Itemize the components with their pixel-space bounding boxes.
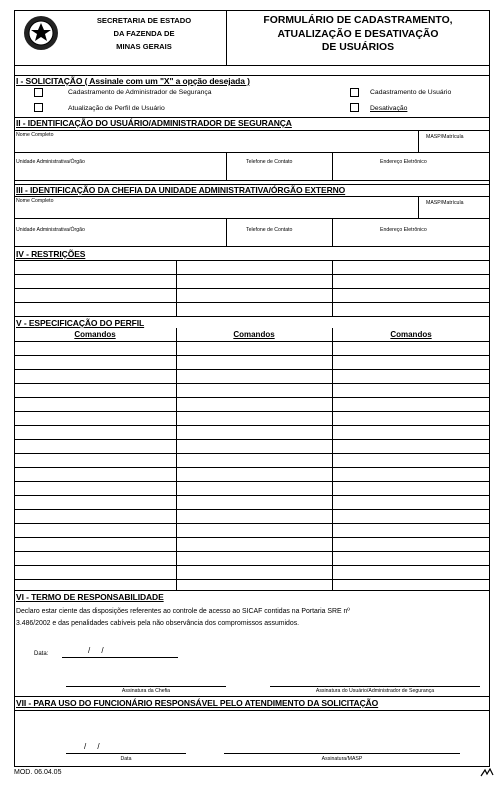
rule: [14, 551, 490, 552]
chefia-telefone-label: Telefone de Contato: [246, 227, 293, 233]
form-code: MOD. 06.04.05: [14, 769, 62, 776]
atendimento-date-field[interactable]: [66, 753, 186, 754]
rule: [14, 369, 490, 370]
rule: [14, 341, 490, 342]
rule: [14, 495, 490, 496]
section-6-title: VI - TERMO DE RESPONSABILIDADE: [16, 592, 164, 602]
usuario-telefone-label: Telefone de Contato: [246, 159, 293, 165]
rule: [14, 180, 490, 181]
rule: [14, 481, 490, 482]
rule: [14, 696, 490, 697]
perfil-column-header-2: Comandos: [233, 330, 275, 339]
rule: [332, 152, 333, 180]
signature-chefia-line[interactable]: [66, 686, 226, 687]
chefia-masp-label: MASP/Matrícula: [426, 200, 464, 206]
corner-stamp-icon: [480, 765, 494, 775]
chefia-nome-label: Nome Completo: [16, 198, 54, 204]
perfil-column-header-3: Comandos: [390, 330, 432, 339]
usuario-unidade-label: Unidade Administrativa/Órgão: [16, 159, 85, 165]
date-label: Data:: [34, 651, 49, 657]
perfil-column-header-1: Comandos: [74, 330, 116, 339]
rule: [14, 710, 490, 711]
declaration-text: Declaro estar ciente das disposições referentes ao controle de acesso ao SICAF contidas na Portaria SRE nº 3.486/2002 e das penalidades cabíveis pela não observância dos compromissos assumidos.: [16, 608, 350, 627]
option-cadastramento-admin-label: Cadastramento de Administrador de Segurança: [68, 89, 212, 96]
rule: [14, 453, 490, 454]
rule: [14, 355, 490, 356]
section-4-title: IV - RESTRIÇÕES: [16, 249, 86, 259]
rule: [14, 537, 490, 538]
rule: [14, 218, 490, 219]
date-separators: / /: [88, 646, 104, 655]
checkbox-cadastramento-admin[interactable]: [34, 88, 43, 97]
state-seal: [22, 14, 60, 52]
rule: [14, 467, 490, 468]
date-field[interactable]: [62, 657, 178, 658]
section-5-title: V - ESPECIFICAÇÃO DO PERFIL: [16, 318, 145, 328]
rule: [14, 565, 490, 566]
checkbox-cadastramento-usuario[interactable]: [350, 88, 359, 97]
signature-usuario-label: Assinatura do Usuário/Administrador de Segurança: [315, 688, 435, 694]
form-title: FORMULÁRIO DE CADASTRAMENTO, ATUALIZAÇÃO E DESATIVAÇÃO DE USUÁRIOS: [263, 15, 453, 53]
usuario-email-label: Endereço Eletrônico: [380, 159, 427, 165]
rule: [418, 196, 419, 218]
chefia-email-label: Endereço Eletrônico: [380, 227, 427, 233]
rule: [226, 152, 227, 180]
rule: [14, 152, 490, 153]
usuario-nome-label: Nome Completo: [16, 132, 54, 138]
atendimento-signature-label: Assinatura/MASP: [321, 756, 363, 762]
usuario-masp-label: MASP/Matrícula: [426, 134, 464, 140]
section-1-title: I - SOLICITAÇÃO ( Assinale com um "X" a opção desejada ): [16, 76, 250, 86]
chefia-unidade-label: Unidade Administrativa/Órgão: [16, 227, 85, 233]
rule: [14, 288, 490, 289]
rule: [332, 218, 333, 246]
atendimento-date-separators: / /: [84, 742, 100, 751]
rule: [14, 425, 490, 426]
rule: [14, 439, 490, 440]
checkbox-desativacao[interactable]: [350, 103, 359, 112]
rule: [14, 260, 490, 261]
atendimento-signature-line[interactable]: [224, 753, 460, 754]
signature-usuario-line[interactable]: [270, 686, 480, 687]
option-cadastramento-usuario-label: Cadastramento de Usuário: [370, 89, 452, 96]
section-7-title: VII - PARA USO DO FUNCIONÁRIO RESPONSÁVEL PELO ATENDIMENTO DA SOLICITAÇÃO: [16, 698, 379, 708]
rule: [14, 302, 490, 303]
rule: [14, 579, 490, 580]
option-atualizacao-perfil-label: Atualização de Perfil de Usuário: [68, 105, 165, 112]
rule: [14, 316, 490, 317]
rule: [226, 218, 227, 246]
checkbox-atualizacao-perfil[interactable]: [34, 103, 43, 112]
rule: [14, 411, 490, 412]
section-2-title: II - IDENTIFICAÇÃO DO USUÁRIO/ADMINISTRADOR DE SEGURANÇA: [16, 118, 292, 128]
option-desativacao-label: Desativação: [370, 105, 408, 112]
rule: [14, 274, 490, 275]
header-divider: [226, 10, 227, 65]
header-bottom-rule: [14, 65, 490, 66]
rule: [14, 397, 490, 398]
section-3-title: III - IDENTIFICAÇÃO DA CHEFIA DA UNIDADE ADMINISTRATIVA/ÓRGÃO EXTERNO: [16, 185, 346, 195]
signature-chefia-label: Assinatura da Chefia: [121, 688, 171, 694]
org-name: SECRETARIA DE ESTADO DA FAZENDA DE MINAS GERAIS: [96, 16, 192, 51]
atendimento-date-label: Data: [120, 756, 132, 762]
rule: [14, 383, 490, 384]
rule: [418, 130, 419, 152]
rule: [14, 523, 490, 524]
rule: [14, 246, 490, 247]
rule: [14, 590, 490, 591]
rule: [14, 509, 490, 510]
